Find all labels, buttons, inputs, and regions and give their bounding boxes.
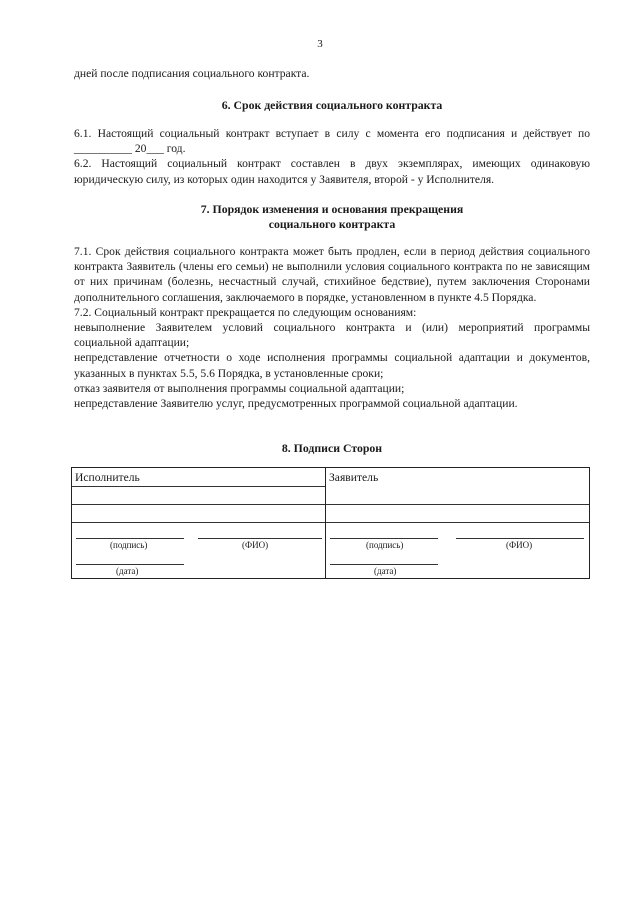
section7-title bbox=[74, 202, 590, 231]
section6-body bbox=[74, 126, 590, 187]
applicant-date-caption: (дата) bbox=[374, 566, 397, 576]
signature-table bbox=[71, 467, 590, 579]
applicant-date-line bbox=[330, 564, 438, 565]
applicant-name-caption: (ФИО) bbox=[506, 540, 533, 550]
section8-title: 8. Подписи Сторон bbox=[281, 441, 383, 455]
applicant-line-2 bbox=[326, 522, 589, 523]
executor-date-caption: (дата) bbox=[116, 566, 139, 576]
executor-line-1 bbox=[72, 504, 325, 505]
section7-title-line1: 7. Порядок изменения и основания прекращения bbox=[200, 202, 464, 216]
applicant-column bbox=[326, 468, 589, 578]
applicant-signature-line bbox=[330, 538, 438, 539]
section7-paragraph-6: непредставление Заявителю услуг, предусмотренных программой социальной адаптации. bbox=[74, 397, 518, 411]
page-number: 3 bbox=[317, 38, 323, 50]
applicant-line-1 bbox=[326, 504, 589, 505]
executor-name-caption: (ФИО) bbox=[242, 540, 269, 550]
executor-title: Исполнитель bbox=[75, 471, 140, 484]
applicant-title: Заявитель bbox=[329, 471, 379, 484]
executor-column bbox=[72, 468, 326, 578]
executor-name-line bbox=[198, 538, 322, 539]
executor-signature-line bbox=[76, 538, 184, 539]
section6-paragraph-2: 6.2. Настоящий социальный контракт составлен в двух экземплярах, имеющих одинаковую юридическую силу, из которых один находится у Заявителя, второй - у Исполнителя. bbox=[74, 157, 590, 186]
section7-paragraph-3: невыполнение Заявителем условий социального контракта и (или) мероприятий программы социальной адаптации; bbox=[74, 321, 590, 350]
intro-line bbox=[74, 66, 590, 81]
section6-title: 6. Срок действия социального контракта bbox=[221, 98, 443, 112]
section7-paragraph-4: непредставление отчетности о ходе исполнения программы социальной адаптации и документов, указанных в пунктах 5.5, 5.6 Порядка, в установленные сроки; bbox=[74, 351, 590, 380]
executor-signature-caption: (подпись) bbox=[110, 540, 148, 550]
executor-title-underline bbox=[72, 486, 325, 487]
executor-date-line bbox=[76, 564, 184, 565]
section6-paragraph-1: 6.1. Настоящий социальный контракт вступает в силу с момента его подписания и действует по __________ 20___ год. bbox=[74, 127, 590, 156]
section7-paragraph-5: отказ заявителя от выполнения программы социальной адаптации; bbox=[74, 381, 405, 395]
section7-paragraph-1: 7.1. Срок действия социального контракта может быть продлен, если в период действия социального контракта Заявитель (члены его семьи) не выполнили условия социального контракта по не зависящим от них причинам (болезнь, несчастный случай, стихийное бедствие), путем заключения Сторонами дополнительного соглашения, заключаемого в порядке, установленном в пункте 4.5 Порядка. bbox=[74, 245, 590, 304]
applicant-name-line bbox=[456, 538, 584, 539]
executor-line-2 bbox=[72, 522, 325, 523]
intro-text: дней после подписания социального контракта. bbox=[74, 67, 310, 80]
section7-body bbox=[74, 244, 590, 411]
section7-title-line2: социального контракта bbox=[268, 216, 396, 231]
section7-paragraph-2: 7.2. Социальный контракт прекращается по следующим основаниям: bbox=[74, 305, 417, 319]
applicant-signature-caption: (подпись) bbox=[366, 540, 404, 550]
